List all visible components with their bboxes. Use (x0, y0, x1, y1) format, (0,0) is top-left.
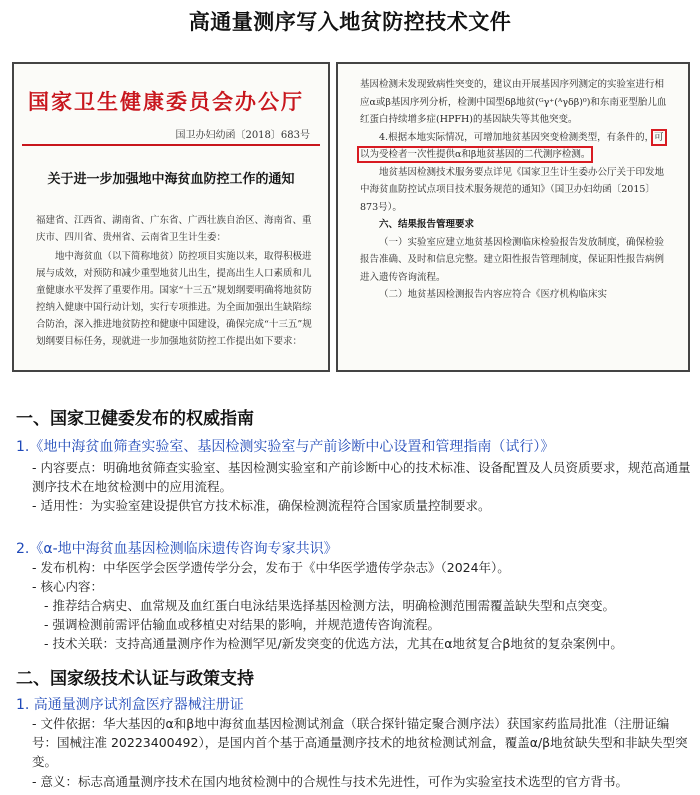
doc-title: 关于进一步加强地中海贫血防控工作的通知 (47, 172, 295, 187)
section1-heading: 一、国家卫健委发布的权威指南 (16, 409, 254, 429)
right-paragraph-4: （一）实验室应建立地贫基因检测临床检验报告发放制度，确保检验报告准确、及时和信息完整。建立阳性报告管理制度，保证阳性报告病例进入遗传咨询流程。 (360, 236, 665, 283)
core-bullet-2: - 强调检测前需评估输血或移植史对结果的影响，并规范遗传咨询流程。 (44, 617, 440, 632)
right-paragraph-2 (360, 129, 670, 164)
section1-item2-core: - 核心内容： (32, 579, 103, 594)
content-text: 明确地贫筛查实验室、基因检测实验室和产前诊断中心的技术标准、设备配置及人员资质要求，规范高通量测序技术在地贫检测中的应用流程。 (32, 460, 691, 494)
section1-item2-title[interactable]: 2.《α-地中海贫血基因检测临床遗传咨询专家共识》 (16, 541, 338, 557)
doc-header: 国家卫生健康委员会办公厅 (28, 89, 304, 114)
doc-body (36, 212, 312, 352)
doc-red-divider (22, 144, 320, 146)
page-title: 高通量测序写入地贫防控技术文件 (188, 10, 512, 34)
applicability-label: - 适用性： (32, 498, 91, 513)
section1-item1-content (32, 458, 692, 496)
section1-item1-applicability (32, 496, 692, 515)
section2-item1-basis: - 文件依据：华大基因的α和β地中海贫血基因检测试剂盒（联合探针锚定聚合测序法）获国家药监局批准（注册证编号：国械注准 20223400492），是国内首个基于高通量测序技术的地贫检测试剂盒，覆盖α/β地贫缺失型和非缺失型突变。 (32, 716, 688, 769)
left-document-scan (12, 62, 330, 372)
section2-item1-meaning: - 意义：标志高通量测序技术在国内地贫检测中的合规性与技术先进性，可作为实验室技术选型的官方背书。 (32, 774, 628, 789)
section1-item2-publisher: - 发布机构：中华医学会医学遗传学分会，发布于《中华医学遗传学杂志》（2024年）。 (32, 560, 510, 575)
content-label: - 内容要点： (32, 460, 103, 475)
highlighted-text: 可以为受检者一次性提供α和β地贫基因的二代测序检测。 (360, 131, 664, 160)
right-paragraph-3: 地贫基因检测技术服务要点详见《国家卫生计生委办公厅关于印发地中海贫血防控试点项目技术服务规范的通知》（国卫办妇幼函〔2015〕873号）。 (360, 166, 665, 213)
right-paragraph-2-start: 4.根据本地实际情况，可增加地贫基因突变检测类型，有条件的， (379, 131, 655, 143)
core-bullet-1: - 推荐结合病史、血常规及血红蛋白电泳结果选择基因检测方法，明确检测范围需覆盖缺失型和点突变。 (44, 598, 615, 613)
applicability-text: 为实验室建设提供官方技术标准，确保检测流程符合国家质量控制要求。 (90, 498, 491, 513)
doc-number: 国卫办妇幼函〔2018〕683号 (175, 130, 310, 141)
right-doc-body (360, 76, 670, 304)
doc-paragraph: 地中海贫血（以下简称地贫）防控项目实施以来，取得积极进展与成效，对预防和减少重型地贫儿出生，提高出生人口素质和儿童健康水平发挥了重要作用。国家“十三五”规划纲要明确将地贫防控纳入健康中国行动计划，实行专项推进。为全面加强出生缺陷综合防治，深入推进地贫防控和健康中国建设，确保完成“十三五”规划纲要目标任务，现就进一步加强地贫防控工作提出如下要求： (36, 251, 312, 347)
right-document-scan (336, 62, 690, 372)
right-paragraph-1: 基因检测未发现致病性突变的，建议由开展基因序列测定的实验室进行相应α或β基因序列分析，检测中国型δβ地贫(ᴳγ⁺(ᴬγδβ)⁰)和东南亚型胎儿血红蛋白持续增多症(HPFH)的基因缺失等其他突变。 (360, 79, 667, 125)
right-heading-6: 六、结果报告管理要求 (379, 219, 475, 230)
section2-item1-title[interactable]: 1. 高通量测序试剂盒医疗器械注册证 (16, 697, 244, 713)
section1-item1-title[interactable]: 1.《地中海贫血筛查实验室、基因检测实验室与产前诊断中心设置和管理指南（试行）》 (16, 439, 555, 455)
right-paragraph-5: （二）地贫基因检测报告内容应符合《医疗机构临床实 (379, 289, 608, 300)
core-bullet-3: - 技术关联：支持高通量测序作为检测罕见/新发突变的优选方法，尤其在α地贫复合β地贫的复杂案例中。 (44, 636, 623, 651)
section2-heading: 二、国家级技术认证与政策支持 (16, 669, 254, 689)
doc-recipients: 福建省、江西省、湖南省、广东省、广西壮族自治区、海南省、重庆市、四川省、贵州省、云南省卫生计生委： (36, 215, 312, 243)
